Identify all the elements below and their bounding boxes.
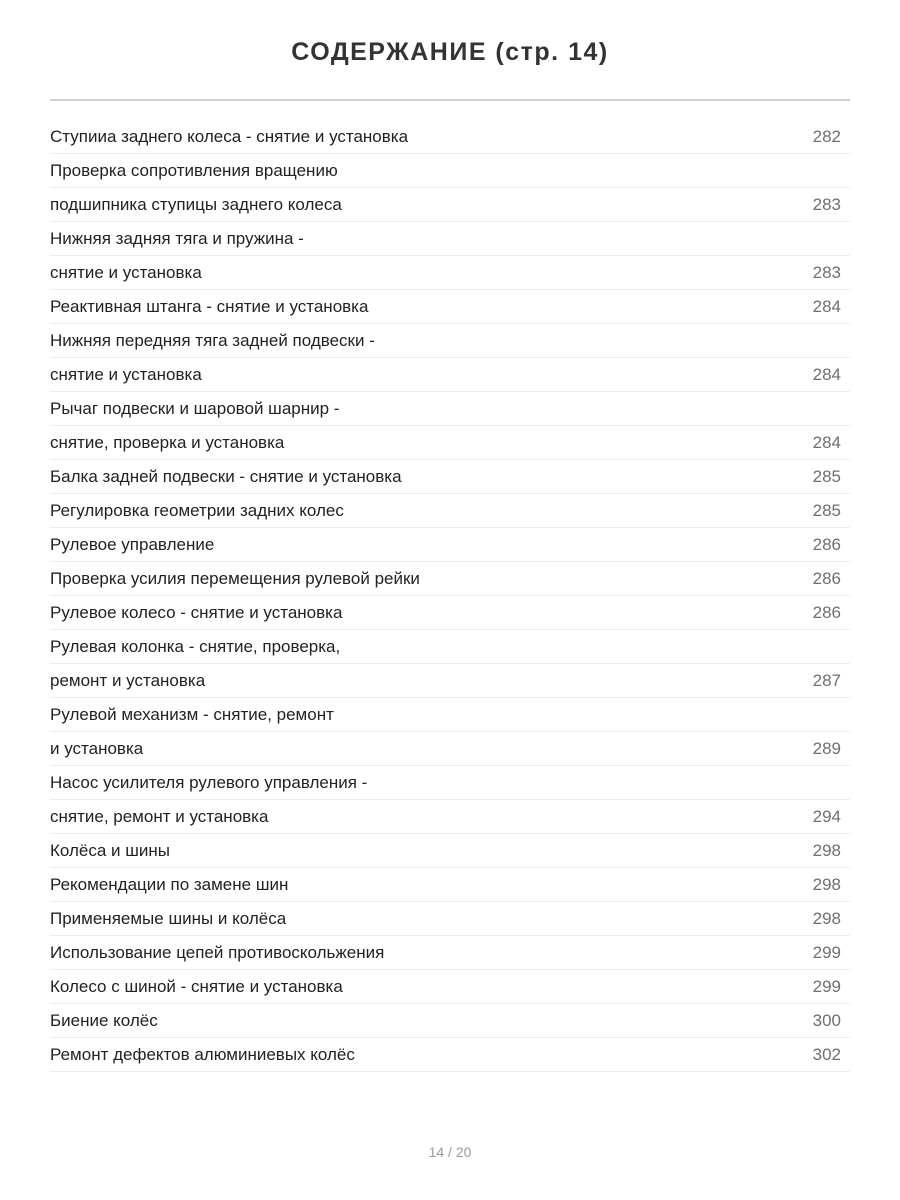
toc-entry-page-number: 286 bbox=[812, 569, 841, 588]
title-divider bbox=[50, 99, 850, 101]
toc-entry-title: Колесо с шиной - снятие и установка bbox=[50, 977, 343, 996]
toc-entry-title: Реактивная штанга - снятие и установка bbox=[50, 297, 369, 316]
toc-entry-title: снятие, проверка и установка bbox=[50, 433, 285, 452]
toc-entry-page-number: 299 bbox=[812, 943, 841, 962]
toc-entry[interactable] bbox=[50, 868, 850, 902]
toc-entry[interactable] bbox=[50, 630, 850, 664]
toc-entry[interactable] bbox=[50, 188, 850, 222]
toc-entry[interactable] bbox=[50, 596, 850, 630]
toc-entry[interactable] bbox=[50, 154, 850, 188]
page-title: СОДЕРЖАНИЕ (стр. 14) bbox=[291, 38, 609, 66]
toc-entry-page-number: 294 bbox=[812, 807, 841, 826]
toc-entry[interactable] bbox=[50, 358, 850, 392]
toc-entry[interactable] bbox=[50, 800, 850, 834]
toc-entry-title: Рулевое колесо - снятие и установка bbox=[50, 603, 343, 622]
toc-entry-title: Рулевая колонка - снятие, проверка, bbox=[50, 637, 341, 656]
toc-entry-title: Биение колёс bbox=[50, 1011, 158, 1030]
toc-entry-title: Использование цепей противоскольжения bbox=[50, 943, 385, 962]
toc-entry-page-number: 284 bbox=[812, 365, 841, 384]
toc-entry-title: Насос усилителя рулевого управления - bbox=[50, 773, 368, 792]
toc-entry-page-number: 284 bbox=[812, 433, 841, 452]
toc-entry-title: Нижняя задняя тяга и пружина - bbox=[50, 229, 304, 248]
toc-entry-title: Нижняя передняя тяга задней подвески - bbox=[50, 331, 375, 350]
toc-entry-title: Применяемые шины и колёса bbox=[50, 909, 287, 928]
toc-entry-title: Рычаг подвески и шаровой шарнир - bbox=[50, 399, 340, 418]
toc-entry[interactable] bbox=[50, 970, 850, 1004]
toc-entry-page-number: 287 bbox=[812, 671, 841, 690]
toc-entry-page-number: 300 bbox=[812, 1011, 841, 1030]
toc-entry-page-number: 282 bbox=[812, 127, 841, 146]
toc-entry-title: Проверка сопротивления вращению bbox=[50, 161, 338, 180]
toc-entry-title: Рекомендации по замене шин bbox=[50, 875, 289, 894]
toc-entry[interactable] bbox=[50, 834, 850, 868]
toc-entry-title: Проверка усилия перемещения рулевой рейки bbox=[50, 569, 420, 588]
toc-entry-title: подшипника ступицы заднего колеса bbox=[50, 195, 342, 214]
toc-entry[interactable] bbox=[50, 256, 850, 290]
toc-entry-page-number: 283 bbox=[812, 195, 841, 214]
toc-entry-title: и установка bbox=[50, 739, 144, 758]
toc-entry-title: ремонт и установка bbox=[50, 671, 206, 690]
toc-entry-page-number: 284 bbox=[812, 297, 841, 316]
page-number: 14 / 20 bbox=[428, 1144, 472, 1160]
toc-entry-page-number: 302 bbox=[812, 1045, 841, 1064]
toc-entry-page-number: 299 bbox=[812, 977, 841, 996]
toc-entry[interactable] bbox=[50, 698, 850, 732]
table-of-contents bbox=[50, 120, 850, 1072]
toc-entry-title: Ремонт дефектов алюминиевых колёс bbox=[50, 1045, 355, 1064]
toc-entry[interactable] bbox=[50, 1004, 850, 1038]
toc-entry[interactable] bbox=[50, 460, 850, 494]
toc-entry[interactable] bbox=[50, 120, 850, 154]
toc-entry-page-number: 285 bbox=[812, 467, 841, 486]
toc-entry-title: Рулевой механизм - снятие, ремонт bbox=[50, 705, 334, 724]
toc-entry[interactable] bbox=[50, 324, 850, 358]
toc-entry-title: Регулировка геометрии задних колес bbox=[50, 501, 344, 520]
toc-entry[interactable] bbox=[50, 392, 850, 426]
toc-entry[interactable] bbox=[50, 936, 850, 970]
toc-entry-title: Балка задней подвески - снятие и установка bbox=[50, 467, 402, 486]
toc-entry[interactable] bbox=[50, 766, 850, 800]
toc-entry-page-number: 285 bbox=[812, 501, 841, 520]
toc-entry-title: Ступииа заднего колеса - снятие и установка bbox=[50, 127, 409, 146]
toc-entry-page-number: 289 bbox=[812, 739, 841, 758]
toc-entry[interactable] bbox=[50, 290, 850, 324]
toc-entry-title: снятие и установка bbox=[50, 365, 202, 384]
toc-entry[interactable] bbox=[50, 902, 850, 936]
toc-entry[interactable] bbox=[50, 494, 850, 528]
toc-entry[interactable] bbox=[50, 664, 850, 698]
toc-entry-title: снятие и установка bbox=[50, 263, 202, 282]
toc-entry-page-number: 286 bbox=[812, 603, 841, 622]
toc-entry[interactable] bbox=[50, 222, 850, 256]
toc-entry-page-number: 298 bbox=[812, 841, 841, 860]
toc-entry-page-number: 286 bbox=[812, 535, 841, 554]
toc-entry[interactable] bbox=[50, 562, 850, 596]
toc-entry-page-number: 283 bbox=[812, 263, 841, 282]
toc-entry[interactable] bbox=[50, 426, 850, 460]
toc-entry-page-number: 298 bbox=[812, 875, 841, 894]
toc-entry[interactable] bbox=[50, 732, 850, 766]
toc-entry-title: Рулевое управление bbox=[50, 535, 215, 554]
toc-entry-title: Колёса и шины bbox=[50, 841, 170, 860]
toc-entry-page-number: 298 bbox=[812, 909, 841, 928]
toc-entry[interactable] bbox=[50, 1038, 850, 1072]
toc-entry-title: снятие, ремонт и установка bbox=[50, 807, 269, 826]
toc-entry[interactable] bbox=[50, 528, 850, 562]
